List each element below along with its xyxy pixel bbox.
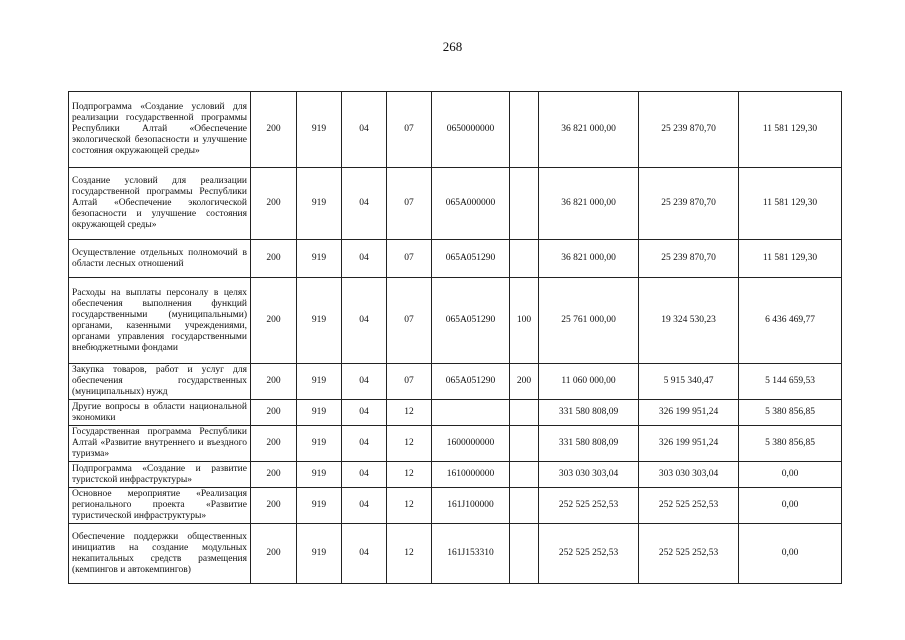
row-sum-executed: 25 239 870,70	[639, 240, 739, 278]
row-sum-executed: 326 199 951,24	[639, 426, 739, 462]
row-expense-type	[510, 524, 539, 584]
row-ministry: 919	[297, 278, 342, 364]
row-sum-approved: 252 525 252,53	[539, 488, 639, 524]
row-sum-executed: 326 199 951,24	[639, 400, 739, 426]
budget-table	[68, 91, 842, 584]
row-section: 04	[342, 524, 387, 584]
row-subsection: 07	[387, 92, 432, 168]
row-expense-type: 200	[510, 364, 539, 400]
table-row	[69, 364, 842, 400]
row-section: 04	[342, 400, 387, 426]
row-expense-type	[510, 92, 539, 168]
row-ministry: 919	[297, 400, 342, 426]
row-code: 200	[251, 278, 297, 364]
row-subsection: 12	[387, 400, 432, 426]
row-target-code: 161J153310	[432, 524, 510, 584]
row-sum-remaining: 0,00	[739, 524, 842, 584]
row-name: Государственная программа Республики Алтай «Развитие внутреннего и въездного туризма»	[69, 426, 251, 462]
row-name: Основное мероприятие «Реализация регионального проекта «Развитие туристической инфраструктуры»	[69, 488, 251, 524]
row-expense-type	[510, 488, 539, 524]
row-subsection: 07	[387, 278, 432, 364]
row-name: Другие вопросы в области национальной экономики	[69, 400, 251, 426]
row-section: 04	[342, 278, 387, 364]
row-sum-remaining: 5 144 659,53	[739, 364, 842, 400]
row-sum-executed: 25 239 870,70	[639, 92, 739, 168]
table-row	[69, 488, 842, 524]
row-sum-remaining: 6 436 469,77	[739, 278, 842, 364]
row-sum-remaining: 11 581 129,30	[739, 168, 842, 240]
row-name: Подпрограмма «Создание условий для реализации государственной программы Республики Алтай «Обеспечение экологической безопасности и улучшение состояния окружающей среды»	[69, 92, 251, 168]
row-sum-approved: 331 580 808,09	[539, 426, 639, 462]
row-sum-executed: 5 915 340,47	[639, 364, 739, 400]
row-name: Закупка товаров, работ и услуг для обеспечения государственных (муниципальных) нужд	[69, 364, 251, 400]
row-target-code	[432, 400, 510, 426]
row-ministry: 919	[297, 168, 342, 240]
row-ministry: 919	[297, 488, 342, 524]
row-sum-remaining: 5 380 856,85	[739, 400, 842, 426]
row-section: 04	[342, 488, 387, 524]
row-code: 200	[251, 92, 297, 168]
row-ministry: 919	[297, 524, 342, 584]
row-name: Подпрограмма «Создание и развитие туристской инфраструктуры»	[69, 462, 251, 488]
table-row	[69, 92, 842, 168]
row-sum-executed: 25 239 870,70	[639, 168, 739, 240]
row-target-code: 065A051290	[432, 364, 510, 400]
row-sum-approved: 252 525 252,53	[539, 524, 639, 584]
row-name: Расходы на выплаты персоналу в целях обеспечения выполнения функций государственными (муниципальными) органами, казенными учреждениями, органами управления государственными внебюджетными фондами	[69, 278, 251, 364]
row-expense-type: 100	[510, 278, 539, 364]
row-name: Осуществление отдельных полномочий в области лесных отношений	[69, 240, 251, 278]
row-target-code: 1600000000	[432, 426, 510, 462]
row-sum-remaining: 5 380 856,85	[739, 426, 842, 462]
table-row	[69, 524, 842, 584]
row-sum-remaining: 0,00	[739, 488, 842, 524]
row-code: 200	[251, 364, 297, 400]
row-section: 04	[342, 240, 387, 278]
table-row	[69, 462, 842, 488]
row-section: 04	[342, 168, 387, 240]
row-name: Обеспечение поддержки общественных инициатив на создание модульных некапитальных средств размещения (кемпингов и автокемпингов)	[69, 524, 251, 584]
row-sum-executed: 303 030 303,04	[639, 462, 739, 488]
row-section: 04	[342, 364, 387, 400]
row-sum-executed: 252 525 252,53	[639, 488, 739, 524]
row-section: 04	[342, 426, 387, 462]
row-expense-type	[510, 462, 539, 488]
row-sum-executed: 252 525 252,53	[639, 524, 739, 584]
row-ministry: 919	[297, 92, 342, 168]
table-row	[69, 168, 842, 240]
row-sum-executed: 19 324 530,23	[639, 278, 739, 364]
row-ministry: 919	[297, 462, 342, 488]
table-row	[69, 400, 842, 426]
row-code: 200	[251, 488, 297, 524]
table-body	[69, 92, 842, 584]
row-sum-remaining: 11 581 129,30	[739, 92, 842, 168]
row-name: Создание условий для реализации государственной программы Республики Алтай «Обеспечение экологической безопасности и улучшение состояния окружающей среды»	[69, 168, 251, 240]
row-target-code: 0650000000	[432, 92, 510, 168]
table-row	[69, 426, 842, 462]
row-ministry: 919	[297, 364, 342, 400]
row-target-code: 065A000000	[432, 168, 510, 240]
row-expense-type	[510, 168, 539, 240]
row-subsection: 07	[387, 168, 432, 240]
row-subsection: 12	[387, 524, 432, 584]
row-target-code: 065A051290	[432, 240, 510, 278]
row-sum-remaining: 11 581 129,30	[739, 240, 842, 278]
table-row	[69, 240, 842, 278]
row-sum-approved: 303 030 303,04	[539, 462, 639, 488]
row-ministry: 919	[297, 240, 342, 278]
row-section: 04	[342, 462, 387, 488]
row-expense-type	[510, 400, 539, 426]
row-sum-approved: 36 821 000,00	[539, 240, 639, 278]
row-subsection: 07	[387, 364, 432, 400]
row-code: 200	[251, 426, 297, 462]
row-code: 200	[251, 462, 297, 488]
row-section: 04	[342, 92, 387, 168]
row-subsection: 12	[387, 462, 432, 488]
row-subsection: 12	[387, 488, 432, 524]
row-sum-remaining: 0,00	[739, 462, 842, 488]
row-sum-approved: 36 821 000,00	[539, 92, 639, 168]
row-sum-approved: 36 821 000,00	[539, 168, 639, 240]
row-sum-approved: 11 060 000,00	[539, 364, 639, 400]
row-code: 200	[251, 524, 297, 584]
table-row	[69, 278, 842, 364]
row-target-code: 161J100000	[432, 488, 510, 524]
row-code: 200	[251, 168, 297, 240]
row-expense-type	[510, 426, 539, 462]
page-number: 268	[442, 39, 463, 54]
row-target-code: 1610000000	[432, 462, 510, 488]
row-ministry: 919	[297, 426, 342, 462]
row-expense-type	[510, 240, 539, 278]
row-code: 200	[251, 240, 297, 278]
row-sum-approved: 25 761 000,00	[539, 278, 639, 364]
row-target-code: 065A051290	[432, 278, 510, 364]
row-subsection: 07	[387, 240, 432, 278]
row-sum-approved: 331 580 808,09	[539, 400, 639, 426]
row-subsection: 12	[387, 426, 432, 462]
row-code: 200	[251, 400, 297, 426]
